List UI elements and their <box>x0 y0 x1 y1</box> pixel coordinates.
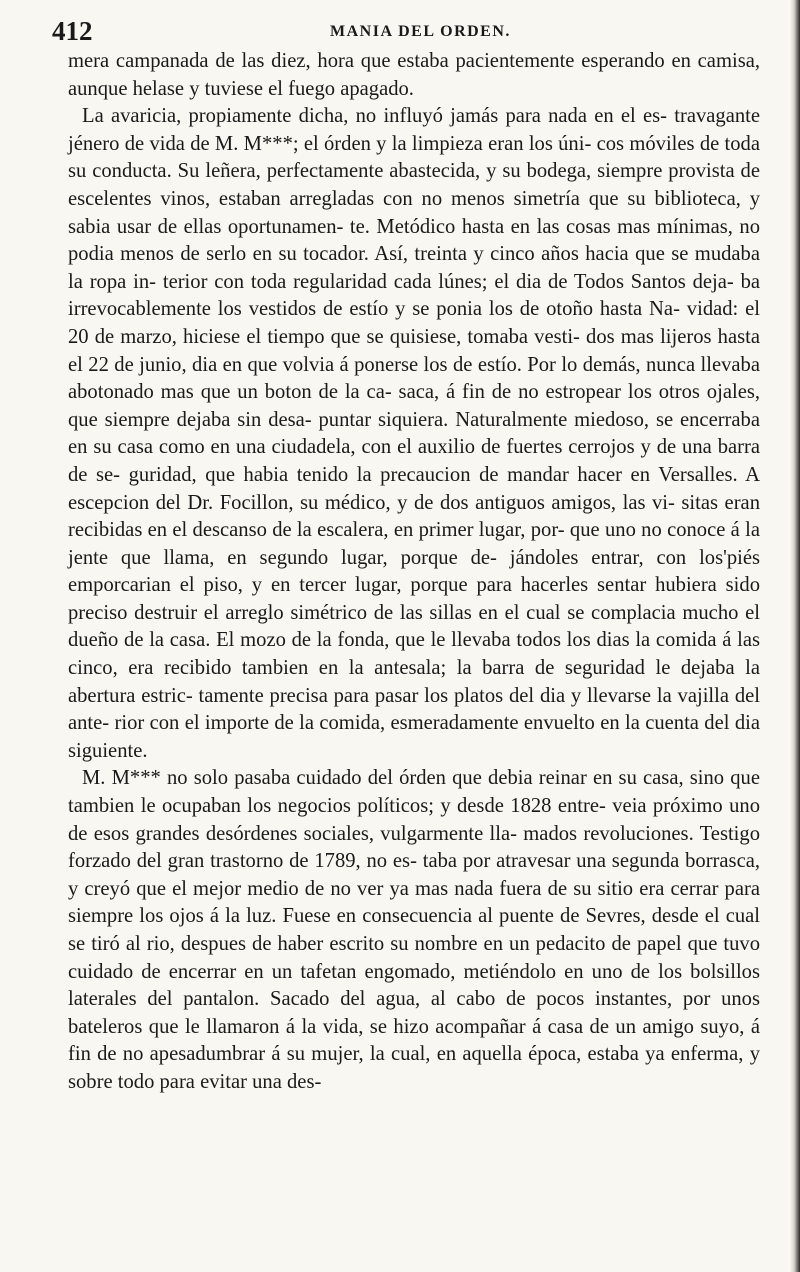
page-edge-shadow <box>790 0 800 1272</box>
paragraph-avarice: La avaricia, propiamente dicha, no influyó jamás para nada en el es- travagante jénero de vida de M. M***; el órden y la limpieza eran los úni- cos móviles de toda su conducta. Su leñera, perfectamente abastecida, y su bodega, siempre provista de escelentes vinos, estaban arregladas con no menos simetría que su biblioteca, y sabia usar de ellas oportunamen- te. Metódico hasta en las cosas mas mínimas, no podia menos de serlo en su tocador. Así, treinta y cinco años hacia que se mudaba la ropa in- terior con toda regularidad cada lúnes; el dia de Todos Santos deja- ba irrevocablemente los vestidos de estío y se ponia los de otoño hasta Na- vidad: el 20 de marzo, hiciese el tiempo que se quisiese, tomaba vesti- dos mas lijeros hasta el 22 de junio, dia en que volvia á ponerse los de estío. Por lo demás, nunca llevaba abotonado mas que un boton de la ca- saca, á fin de no estropear los otros ojales, que siempre dejaba sin desa- puntar siquiera. Naturalmente miedoso, se encerraba en su casa como en una ciudadela, con el auxilio de fuertes cerrojos y de una barra de se- guridad, que habia tenido la precaucion de mandar hacer en Versalles. A escepcion del Dr. Focillon, su médico, y de dos antiguos amigos, las vi- sitas eran recibidas en el descanso de la escalera, en primer lugar, por- que uno no conoce á la jente que llama, en segundo lugar, porque de- jándoles entrar, con los'piés emporcarian el piso, y en tercer lugar, porque para hacerles sentar hubiera sido preciso destruir el arreglo simétrico de las sillas en el cual se complacia mucho el dueño de la casa. El mozo de la fonda, que le llevaba todos los dias la comida á las cinco, era recibido tambien en la antesala; la barra de seguridad le dejaba la abertura estric- tamente precisa para pasar los platos del dia y llevarse la vajilla del ante- rior con el importe de la comida, esmeradamente envuelto en la cuenta del dia siguiente. <box>68 105 760 762</box>
paragraph-politics: M. M*** no solo pasaba cuidado del órden que debia reinar en su casa, sino que tambien le ocupaban los negocios políticos; y desde 1828 entre- veia próximo uno de esos grandes desórdenes sociales, vulgarmente lla- mados revoluciones. Testigo forzado del gran trastorno de 1789, no es- taba por atravesar una segunda borrasca, y creyó que el mejor medio de no ver ya mas nada fuera de su sitio era cerrar para siempre los ojos á la luz. Fuese en consecuencia al puente de Sevres, desde el cual se tiró al rio, despues de haber escrito su nombre en un pedacito de papel que tuvo cuidado de encerrar en un tafetan engomado, metiéndolo en uno de los bolsillos laterales del pantalon. Sacado del agua, al cabo de pocos instantes, por unos bateleros que le llamaron á la vida, se hizo acompañar á casa de un amigo suyo, á fin de no apesadumbrar á su mujer, la cual, en aquella época, estaba ya enferma, y sobre todo para evitar una des- <box>68 767 760 1093</box>
running-title: MANIA DEL ORDEN. <box>330 23 511 40</box>
page-header <box>52 14 752 48</box>
paragraph-continuation: mera campanada de las diez, hora que estaba pacientemente esperando en camisa, aunque helase y tuviese el fuego apagado. <box>68 50 760 100</box>
body-text <box>68 48 760 1097</box>
page-number: 412 <box>52 16 93 46</box>
